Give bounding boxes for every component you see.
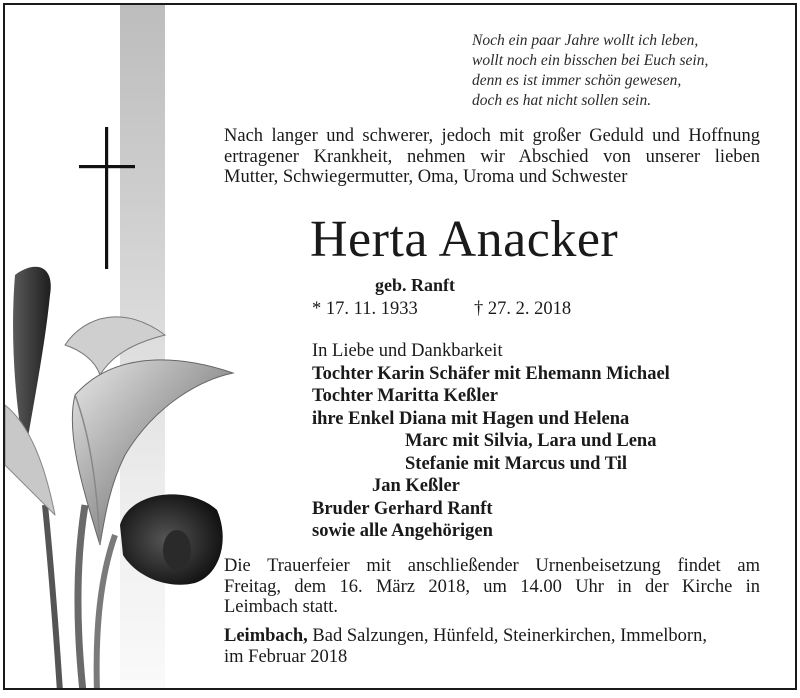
ceremony-line: Leimbach statt. — [224, 597, 339, 617]
poem — [472, 31, 708, 111]
ceremony-line: Freitag, dem 16. März 2018, um 14.00 Uhr in der Kirche in — [224, 576, 760, 597]
place-and-date — [224, 626, 760, 667]
mourner-line: sowie alle Angehörigen — [312, 521, 493, 541]
mourner-line: Bruder Gerhard Ranft — [312, 498, 493, 519]
intro-text — [224, 126, 760, 188]
intro-line: Mutter, Schwiegermutter, Oma, Uroma und Schwester — [224, 167, 628, 187]
mourner-line: Jan Keßler — [372, 476, 460, 496]
place-date: im Februar 2018 — [224, 646, 348, 667]
place-others: Bad Salzungen, Hünfeld, Steinerkirchen, Immelborn, — [307, 626, 707, 646]
birth-name: geb. Ranft — [375, 275, 455, 295]
mourner-line: ihre Enkel Diana mit Hagen und Helena — [312, 408, 630, 429]
place-line — [224, 626, 760, 647]
place-town: Leimbach, — [224, 626, 308, 646]
mourner-line: Marc mit Silvia, Lara und Lena — [405, 431, 657, 451]
ceremony-line: Die Trauerfeier mit anschließender Urnenbeisetzung findet am — [224, 556, 760, 576]
birth-date: * 17. 11. 1933 — [312, 299, 418, 319]
poem-line: Noch ein paar Jahre wollt ich leben, — [472, 32, 699, 49]
cross-icon — [79, 127, 135, 269]
mourner-line: Tochter Maritta Keßler — [312, 386, 498, 406]
intro-line: ertragener Krankheit, nehmen wir Abschied von unserer lieben — [224, 146, 760, 167]
mourners-heading: In Liebe und Dankbarkeit — [312, 341, 503, 361]
poem-line: denn es ist immer schön gewesen, — [472, 72, 682, 89]
intro-line: Nach langer und schwerer, jedoch mit großer Geduld und Hoffnung — [224, 126, 760, 146]
death-date: † 27. 2. 2018 — [474, 299, 572, 319]
life-dates — [312, 299, 572, 320]
mourner-line: Stefanie mit Marcus und Til — [405, 453, 628, 474]
poem-line: wollt noch ein bisschen bei Euch sein, — [472, 52, 709, 69]
obituary-notice — [3, 3, 797, 690]
poem-line: doch es hat nicht sollen sein. — [472, 92, 652, 109]
mourners-list — [312, 340, 670, 543]
calla-lily-icon — [5, 255, 245, 690]
deceased-name: Herta Anacker — [310, 211, 619, 268]
mourner-line: Tochter Karin Schäfer mit Ehemann Michael — [312, 363, 670, 384]
ceremony-info — [224, 556, 760, 618]
